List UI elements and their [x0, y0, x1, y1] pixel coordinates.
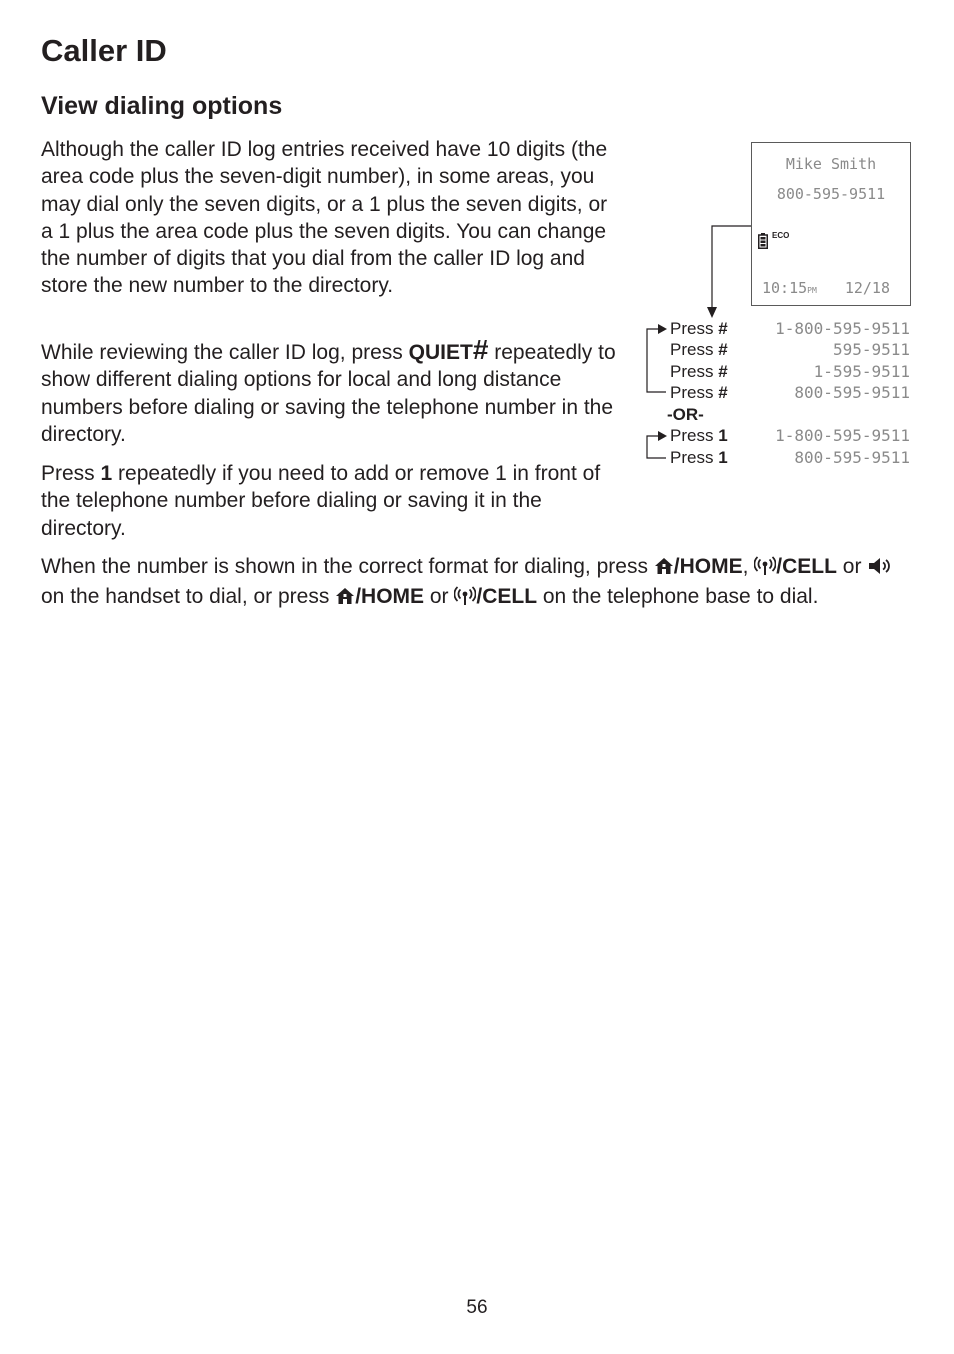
p4-text-a: When the number is shown in the correct format for dialing, press	[41, 555, 654, 578]
display-caller-name: Mike Smith	[785, 155, 877, 173]
cell-key-label: /CELL	[776, 555, 837, 578]
dial-number-1: 1-800-595-9511	[775, 319, 910, 338]
speaker-icon	[867, 556, 893, 583]
quiet-key-label: QUIET	[408, 341, 473, 364]
press-key: 1	[718, 426, 728, 445]
p2-text-after: repeatedly to show different dialing options for local and long distance numbers before dialing or saving the telephone number in the directory.	[41, 341, 616, 446]
press-key: #	[718, 362, 728, 381]
paragraph-dial	[41, 553, 921, 614]
press-row-4	[670, 383, 728, 403]
paragraph-intro: Although the caller ID log entries received have 10 digits (the area code plus the seven-digit number), in some areas, you may dial only the seven digits, or a 1 plus the seven digits, or a 1 plus the area code plus the seven digits. You can change the number of digits that you dial from the caller ID log and store the new number to the directory.	[41, 138, 608, 298]
page-title: Caller ID	[41, 33, 167, 68]
p3-text-before: Press	[41, 462, 101, 485]
display-time	[762, 279, 817, 297]
arrow-icon	[658, 324, 667, 334]
p4-text-c: on the telephone base to dial.	[537, 585, 819, 609]
display-date: 12/18	[844, 279, 890, 297]
hash-key-label: #	[472, 334, 489, 365]
home-key-label-2: /HOME	[355, 585, 425, 609]
press-word: Press	[670, 448, 714, 467]
p4-text-b: on the handset to dial, or press	[41, 585, 336, 609]
dial-number-2: 595-9511	[832, 340, 910, 359]
section-title: View dialing options	[41, 92, 283, 120]
p4-or-2: or	[424, 585, 455, 609]
arrow-icon	[707, 307, 717, 318]
home-icon	[335, 586, 355, 613]
or-label: -OR-	[667, 405, 704, 424]
press-word: Press	[670, 362, 714, 381]
page-number: 56	[466, 1297, 488, 1318]
press-word: Press	[670, 383, 714, 402]
eco-label: ECO	[772, 231, 790, 240]
press-row-3	[670, 362, 728, 382]
one-key-label: 1	[100, 462, 113, 485]
press-key: #	[718, 319, 728, 338]
paragraph-quiet	[41, 334, 621, 448]
press-word: Press	[670, 319, 714, 338]
display-ampm: PM	[807, 286, 817, 295]
press-row-1	[670, 319, 728, 339]
paragraph-press-one	[41, 460, 621, 542]
p3-text-after: repeatedly if you need to add or remove 1 in front of the telephone number before dialing or saving it in the directory.	[41, 462, 601, 540]
home-icon	[654, 556, 674, 583]
press-word: Press	[670, 340, 714, 359]
press-key: #	[718, 383, 728, 402]
display-time-value: 10:15	[762, 279, 808, 297]
cell-icon	[754, 556, 776, 583]
press-row-6	[670, 448, 728, 468]
p2-text-before: While reviewing the caller ID log, press	[41, 341, 409, 364]
p4-comma: ,	[742, 555, 755, 578]
dial-number-4: 800-595-9511	[794, 383, 910, 402]
arrow-icon	[658, 431, 667, 441]
cell-icon	[454, 586, 476, 613]
press-key: 1	[718, 448, 728, 467]
home-key-label: /HOME	[673, 555, 743, 578]
press-key: #	[718, 340, 728, 359]
dial-number-3: 1-595-9511	[813, 362, 910, 381]
display-caller-number: 800-595-9511	[776, 185, 886, 203]
p4-or-1: or	[836, 555, 868, 578]
dial-number-5: 1-800-595-9511	[775, 426, 910, 445]
press-word: Press	[670, 426, 714, 445]
press-row-2	[670, 340, 728, 360]
handset-display	[751, 142, 911, 306]
cell-key-label-2: /CELL	[476, 585, 538, 609]
dial-number-6: 800-595-9511	[794, 448, 910, 467]
press-row-5	[670, 426, 728, 446]
